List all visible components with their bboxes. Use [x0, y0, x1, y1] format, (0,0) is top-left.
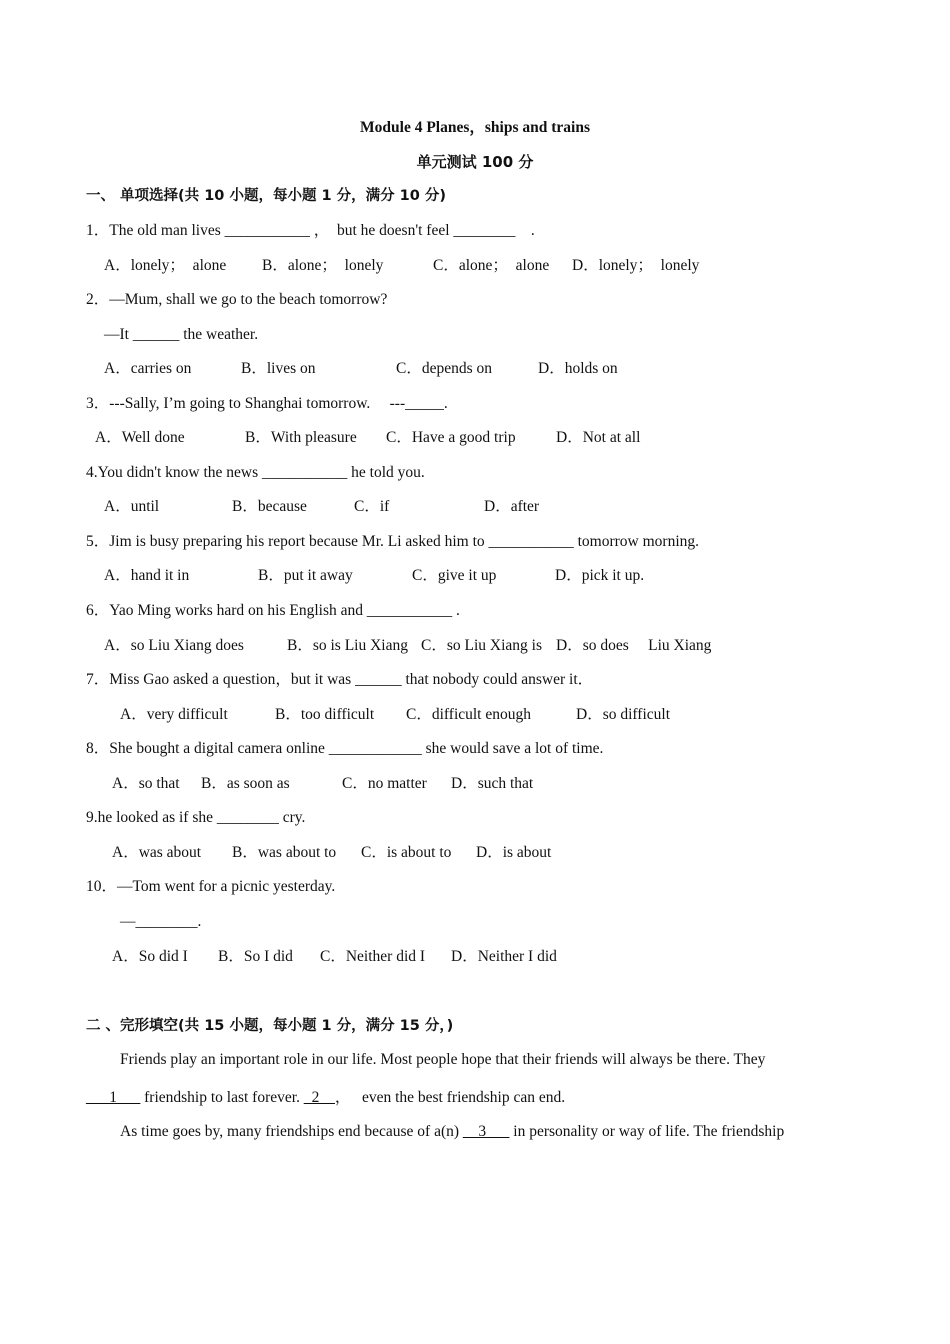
- q5-option-d: D．pick it up.: [555, 567, 645, 584]
- passage-paragraph-2-line-1: [120, 1122, 784, 1142]
- q3-option-b: B．With pleasure: [245, 429, 357, 446]
- blank-1: ___1___: [86, 1089, 141, 1106]
- question-1-stem: 1．The old man lives ___________ ， but he doesn't feel ________ .: [86, 222, 535, 239]
- question-6-stem: 6．Yao Ming works hard on his English and ___________ .: [86, 602, 460, 619]
- page-subtitle: 单元测试 100 分: [416, 153, 534, 171]
- q3-option-c: C．Have a good trip: [386, 429, 516, 446]
- question-2-stem: 2．—Mum, shall we go to the beach tomorrow?: [86, 291, 388, 308]
- question-10-stem-reply: —________.: [120, 913, 202, 930]
- passage-text: As time goes by, many friendships end because of a(n): [120, 1123, 463, 1140]
- q9-option-b: B．was about to: [232, 844, 337, 861]
- question-3-stem: 3．---Sally, I’m going to Shanghai tomorrow. ---_____.: [86, 395, 448, 412]
- q7-option-c: C．difficult enough: [406, 706, 531, 723]
- q4-option-c: C．if: [354, 498, 390, 515]
- q6-option-d: D．so does Liu Xiang: [556, 637, 712, 654]
- q9-option-c: C．is about to: [361, 844, 452, 861]
- q6-option-a: A．so Liu Xiang does: [104, 637, 244, 654]
- q8-option-c: C．no matter: [342, 775, 427, 792]
- q5-option-c: C．give it up: [412, 567, 497, 584]
- q9-option-d: D．is about: [476, 844, 552, 861]
- page-title: Module 4 Planes，ships and trains: [360, 119, 590, 136]
- q10-option-b: B．So I did: [218, 948, 293, 965]
- passage-paragraph-1-line-2: [86, 1088, 565, 1108]
- question-5-stem: 5．Jim is busy preparing his report because Mr. Li asked him to ___________ tomorrow morning.: [86, 533, 700, 550]
- q4-option-b: B．because: [232, 498, 307, 515]
- q2-option-d: D．holds on: [538, 360, 618, 377]
- q5-option-a: A．hand it in: [104, 567, 190, 584]
- blank-3: __3___: [462, 1123, 510, 1140]
- q1-option-a: A．lonely； alone: [104, 257, 227, 274]
- q8-option-d: D．such that: [451, 775, 534, 792]
- question-4-stem: 4.You didn't know the news ___________ he told you.: [86, 464, 425, 481]
- q5-option-b: B．put it away: [258, 567, 353, 584]
- q2-option-c: C．depends on: [396, 360, 493, 377]
- q4-option-a: A．until: [104, 498, 160, 515]
- passage-text: ， even the best friendship can end.: [334, 1089, 566, 1106]
- q1-option-d: D．lonely； lonely: [572, 257, 700, 274]
- q7-option-a: A．very difficult: [120, 706, 228, 723]
- blank-2: _2__: [303, 1089, 335, 1106]
- q6-option-b: B．so is Liu Xiang: [287, 637, 408, 654]
- passage-text: in personality or way of life. The friendship: [509, 1123, 785, 1140]
- q8-option-b: B．as soon as: [201, 775, 290, 792]
- section2-heading: 二 、完形填空(共 15 小题，每小题 1 分，满分 15 分，): [86, 1018, 454, 1034]
- q3-option-d: D．Not at all: [556, 429, 641, 446]
- q10-option-a: A．So did I: [112, 948, 188, 965]
- q1-option-c: C．alone； alone: [433, 257, 550, 274]
- q4-option-d: D．after: [484, 498, 540, 515]
- question-8-stem: 8．She bought a digital camera online ____________ she would save a lot of time.: [86, 740, 604, 757]
- question-9-stem: 9.he looked as if she ________ cry.: [86, 809, 306, 826]
- q2-option-a: A．carries on: [104, 360, 192, 377]
- q8-option-a: A．so that: [112, 775, 180, 792]
- q10-option-d: D．Neither I did: [451, 948, 557, 965]
- passage-paragraph-1-line-1: Friends play an important role in our life. Most people hope that their friends will always be there. They: [120, 1051, 766, 1068]
- q10-option-c: C．Neither did I: [320, 948, 426, 965]
- q6-option-c: C．so Liu Xiang is: [421, 637, 542, 654]
- q9-option-a: A．was about: [112, 844, 202, 861]
- q2-option-b: B．lives on: [241, 360, 316, 377]
- q7-option-b: B．too difficult: [275, 706, 375, 723]
- passage-text: friendship to last forever.: [140, 1089, 304, 1106]
- q7-option-d: D．so difficult: [576, 706, 670, 723]
- q1-option-b: B．alone； lonely: [262, 257, 384, 274]
- question-10-stem: 10．—Tom went for a picnic yesterday.: [86, 878, 336, 895]
- q3-option-a: A．Well done: [95, 429, 185, 446]
- question-2-stem-reply: —It ______ the weather.: [104, 326, 259, 343]
- question-7-stem: 7．Miss Gao asked a question，but it was ______ that nobody could answer it．: [86, 671, 594, 688]
- section1-heading: 一、 单项选择(共 10 小题，每小题 1 分，满分 10 分): [86, 188, 447, 204]
